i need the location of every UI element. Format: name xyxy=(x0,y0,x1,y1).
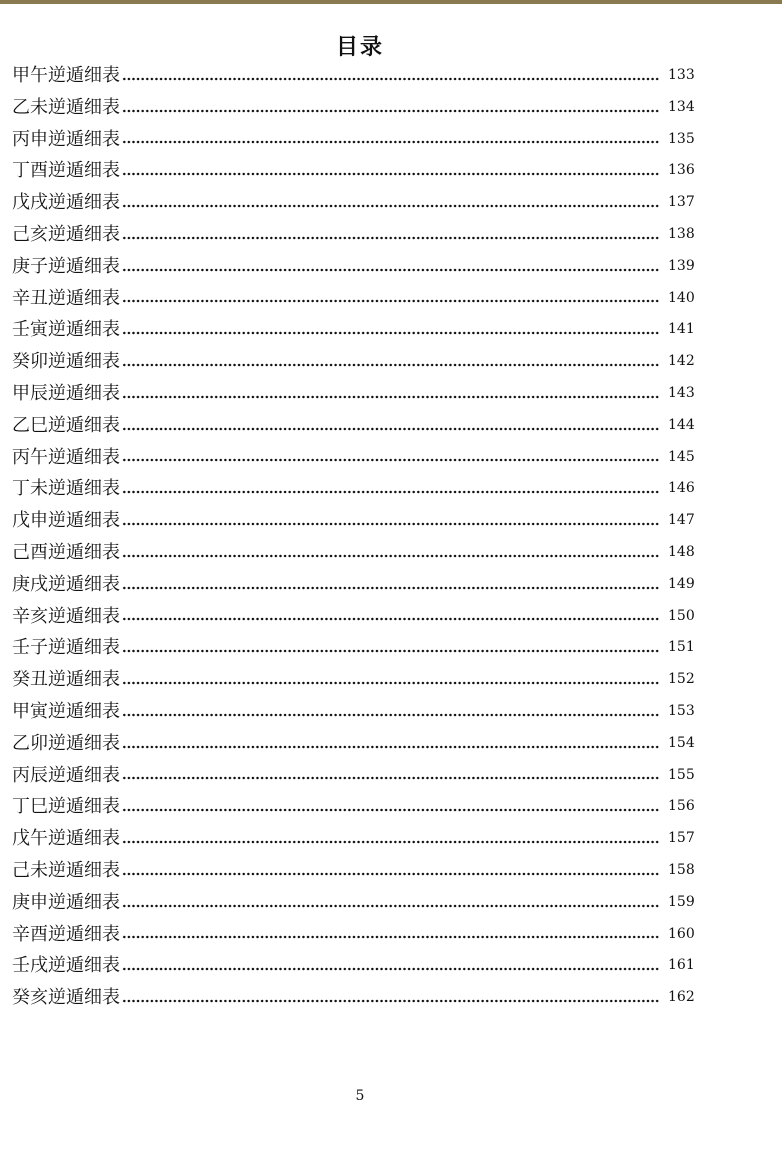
toc-entry-page-number: 154 xyxy=(668,734,695,751)
toc-entry-title: 丁巳逆遁细表 xyxy=(12,796,120,818)
toc-entry-page-number: 139 xyxy=(668,257,695,274)
toc-entry[interactable] xyxy=(12,569,704,601)
dot-leader xyxy=(122,554,660,558)
dot-leader xyxy=(122,140,660,144)
toc-entry[interactable] xyxy=(12,696,704,728)
toc-entry-title: 戊戌逆遁细表 xyxy=(12,192,120,214)
toc-entry-title: 壬寅逆遁细表 xyxy=(12,319,120,341)
toc-entry[interactable] xyxy=(12,664,704,696)
dot-leader xyxy=(122,331,660,335)
toc-entry[interactable] xyxy=(12,855,704,887)
dot-leader xyxy=(122,872,660,876)
dot-leader xyxy=(122,649,660,653)
toc-entry[interactable] xyxy=(12,823,704,855)
toc-entry[interactable] xyxy=(12,378,704,410)
toc-entry-title: 辛酉逆遁细表 xyxy=(12,923,120,945)
dot-leader xyxy=(122,236,660,240)
toc-entry-title: 丙午逆遁细表 xyxy=(12,446,120,468)
toc-entry[interactable] xyxy=(12,537,704,569)
dot-leader xyxy=(122,904,660,908)
toc-entry-title: 己未逆遁细表 xyxy=(12,859,120,881)
toc-entry[interactable] xyxy=(12,505,704,537)
toc-entry-page-number: 144 xyxy=(668,416,695,433)
toc-entry[interactable] xyxy=(12,728,704,760)
toc-entry-page-number: 145 xyxy=(668,448,695,465)
dot-leader xyxy=(122,458,660,462)
toc-entry[interactable] xyxy=(12,410,704,442)
toc-entry-title: 乙巳逆遁细表 xyxy=(12,414,120,436)
toc-entry-title: 辛丑逆遁细表 xyxy=(12,287,120,309)
toc-entry-page-number: 161 xyxy=(668,957,695,974)
toc-entry-title: 辛亥逆遁细表 xyxy=(12,605,120,627)
toc-entry[interactable] xyxy=(12,219,704,251)
toc-entry-page-number: 152 xyxy=(668,671,695,688)
toc-entry-page-number: 156 xyxy=(668,798,695,815)
toc-entry-page-number: 136 xyxy=(668,162,695,179)
toc-entry-page-number: 162 xyxy=(668,989,695,1006)
dot-leader xyxy=(122,713,660,717)
dot-leader xyxy=(122,427,660,431)
top-border-rule xyxy=(0,0,782,4)
table-of-contents xyxy=(12,60,704,1014)
toc-entry[interactable] xyxy=(12,791,704,823)
toc-entry[interactable] xyxy=(12,473,704,505)
toc-entry-title: 甲午逆遁细表 xyxy=(12,65,120,86)
dot-leader xyxy=(122,808,660,812)
dot-leader xyxy=(122,204,660,208)
toc-entry-title: 丁未逆遁细表 xyxy=(12,478,120,500)
toc-entry[interactable] xyxy=(12,187,704,219)
toc-entry-page-number: 153 xyxy=(668,702,695,719)
toc-entry-page-number: 147 xyxy=(668,512,695,529)
toc-entry-title: 己亥逆遁细表 xyxy=(12,223,120,245)
toc-entry-page-number: 159 xyxy=(668,893,695,910)
dot-leader xyxy=(122,935,660,939)
toc-entry-title: 庚子逆遁细表 xyxy=(12,255,120,277)
toc-entry-page-number: 137 xyxy=(668,194,695,211)
toc-entry-title: 丙辰逆遁细表 xyxy=(12,764,120,786)
toc-entry[interactable] xyxy=(12,601,704,633)
toc-entry-page-number: 151 xyxy=(668,639,695,656)
toc-entry-page-number: 148 xyxy=(668,543,695,560)
toc-entry[interactable] xyxy=(12,155,704,187)
toc-entry[interactable] xyxy=(12,60,704,92)
toc-entry-title: 癸丑逆遁细表 xyxy=(12,669,120,691)
dot-leader xyxy=(122,395,660,399)
toc-entry[interactable] xyxy=(12,346,704,378)
page-title: 目录 xyxy=(335,34,384,60)
toc-entry-title: 壬戌逆遁细表 xyxy=(12,955,120,977)
toc-entry-page-number: 149 xyxy=(668,575,695,592)
dot-leader xyxy=(122,967,660,971)
toc-entry-page-number: 140 xyxy=(668,289,695,306)
toc-entry-page-number: 141 xyxy=(668,321,695,338)
toc-entry[interactable] xyxy=(12,632,704,664)
toc-entry-page-number: 134 xyxy=(668,98,695,115)
toc-entry-title: 乙卯逆遁细表 xyxy=(12,732,120,754)
toc-entry-page-number: 155 xyxy=(668,766,695,783)
toc-entry-page-number: 158 xyxy=(668,861,695,878)
dot-leader xyxy=(122,999,660,1003)
toc-entry[interactable] xyxy=(12,982,704,1014)
toc-entry[interactable] xyxy=(12,919,704,951)
toc-entry-page-number: 142 xyxy=(668,353,695,370)
toc-entry-page-number: 135 xyxy=(668,130,695,147)
toc-entry[interactable] xyxy=(12,283,704,315)
toc-entry[interactable] xyxy=(12,887,704,919)
dot-leader xyxy=(122,363,660,367)
dot-leader xyxy=(122,299,660,303)
dot-leader xyxy=(122,586,660,590)
toc-entry-title: 甲辰逆遁细表 xyxy=(12,382,120,404)
toc-entry-page-number: 160 xyxy=(668,925,695,942)
dot-leader xyxy=(122,681,660,685)
dot-leader xyxy=(122,745,660,749)
toc-entry-title: 癸亥逆遁细表 xyxy=(12,987,120,1009)
toc-entry[interactable] xyxy=(12,92,704,124)
dot-leader xyxy=(122,522,660,526)
toc-entry-title: 甲寅逆遁细表 xyxy=(12,700,120,722)
toc-entry[interactable] xyxy=(12,442,704,474)
toc-entry-title: 戊午逆遁细表 xyxy=(12,828,120,850)
toc-entry-title: 丁酉逆遁细表 xyxy=(12,160,120,182)
toc-entry-title: 戊申逆遁细表 xyxy=(12,510,120,532)
dot-leader xyxy=(122,268,660,272)
dot-leader xyxy=(122,172,660,176)
toc-entry-page-number: 157 xyxy=(668,830,695,847)
toc-entry-page-number: 146 xyxy=(668,480,695,497)
toc-entry-title: 庚申逆遁细表 xyxy=(12,891,120,913)
toc-entry-page-number: 133 xyxy=(668,67,695,83)
toc-entry-title: 庚戌逆遁细表 xyxy=(12,573,120,595)
toc-entry-title: 己酉逆遁细表 xyxy=(12,541,120,563)
toc-entry-title: 丙申逆遁细表 xyxy=(12,128,120,150)
dot-leader xyxy=(122,776,660,780)
toc-entry[interactable] xyxy=(12,314,704,346)
dot-leader xyxy=(122,109,660,113)
toc-entry[interactable] xyxy=(12,124,704,156)
dot-leader xyxy=(122,840,660,844)
toc-entry-title: 癸卯逆遁细表 xyxy=(12,351,120,373)
toc-entry-page-number: 138 xyxy=(668,225,695,242)
dot-leader xyxy=(122,617,660,621)
toc-entry-title: 乙未逆遁细表 xyxy=(12,96,120,118)
toc-entry-page-number: 150 xyxy=(668,607,695,624)
toc-entry[interactable] xyxy=(12,950,704,982)
toc-entry-page-number: 143 xyxy=(668,384,695,401)
dot-leader xyxy=(122,77,660,81)
toc-entry-title: 壬子逆遁细表 xyxy=(12,637,120,659)
toc-entry[interactable] xyxy=(12,760,704,792)
toc-entry[interactable] xyxy=(12,251,704,283)
dot-leader xyxy=(122,490,660,494)
page-number: 5 xyxy=(355,1088,365,1104)
